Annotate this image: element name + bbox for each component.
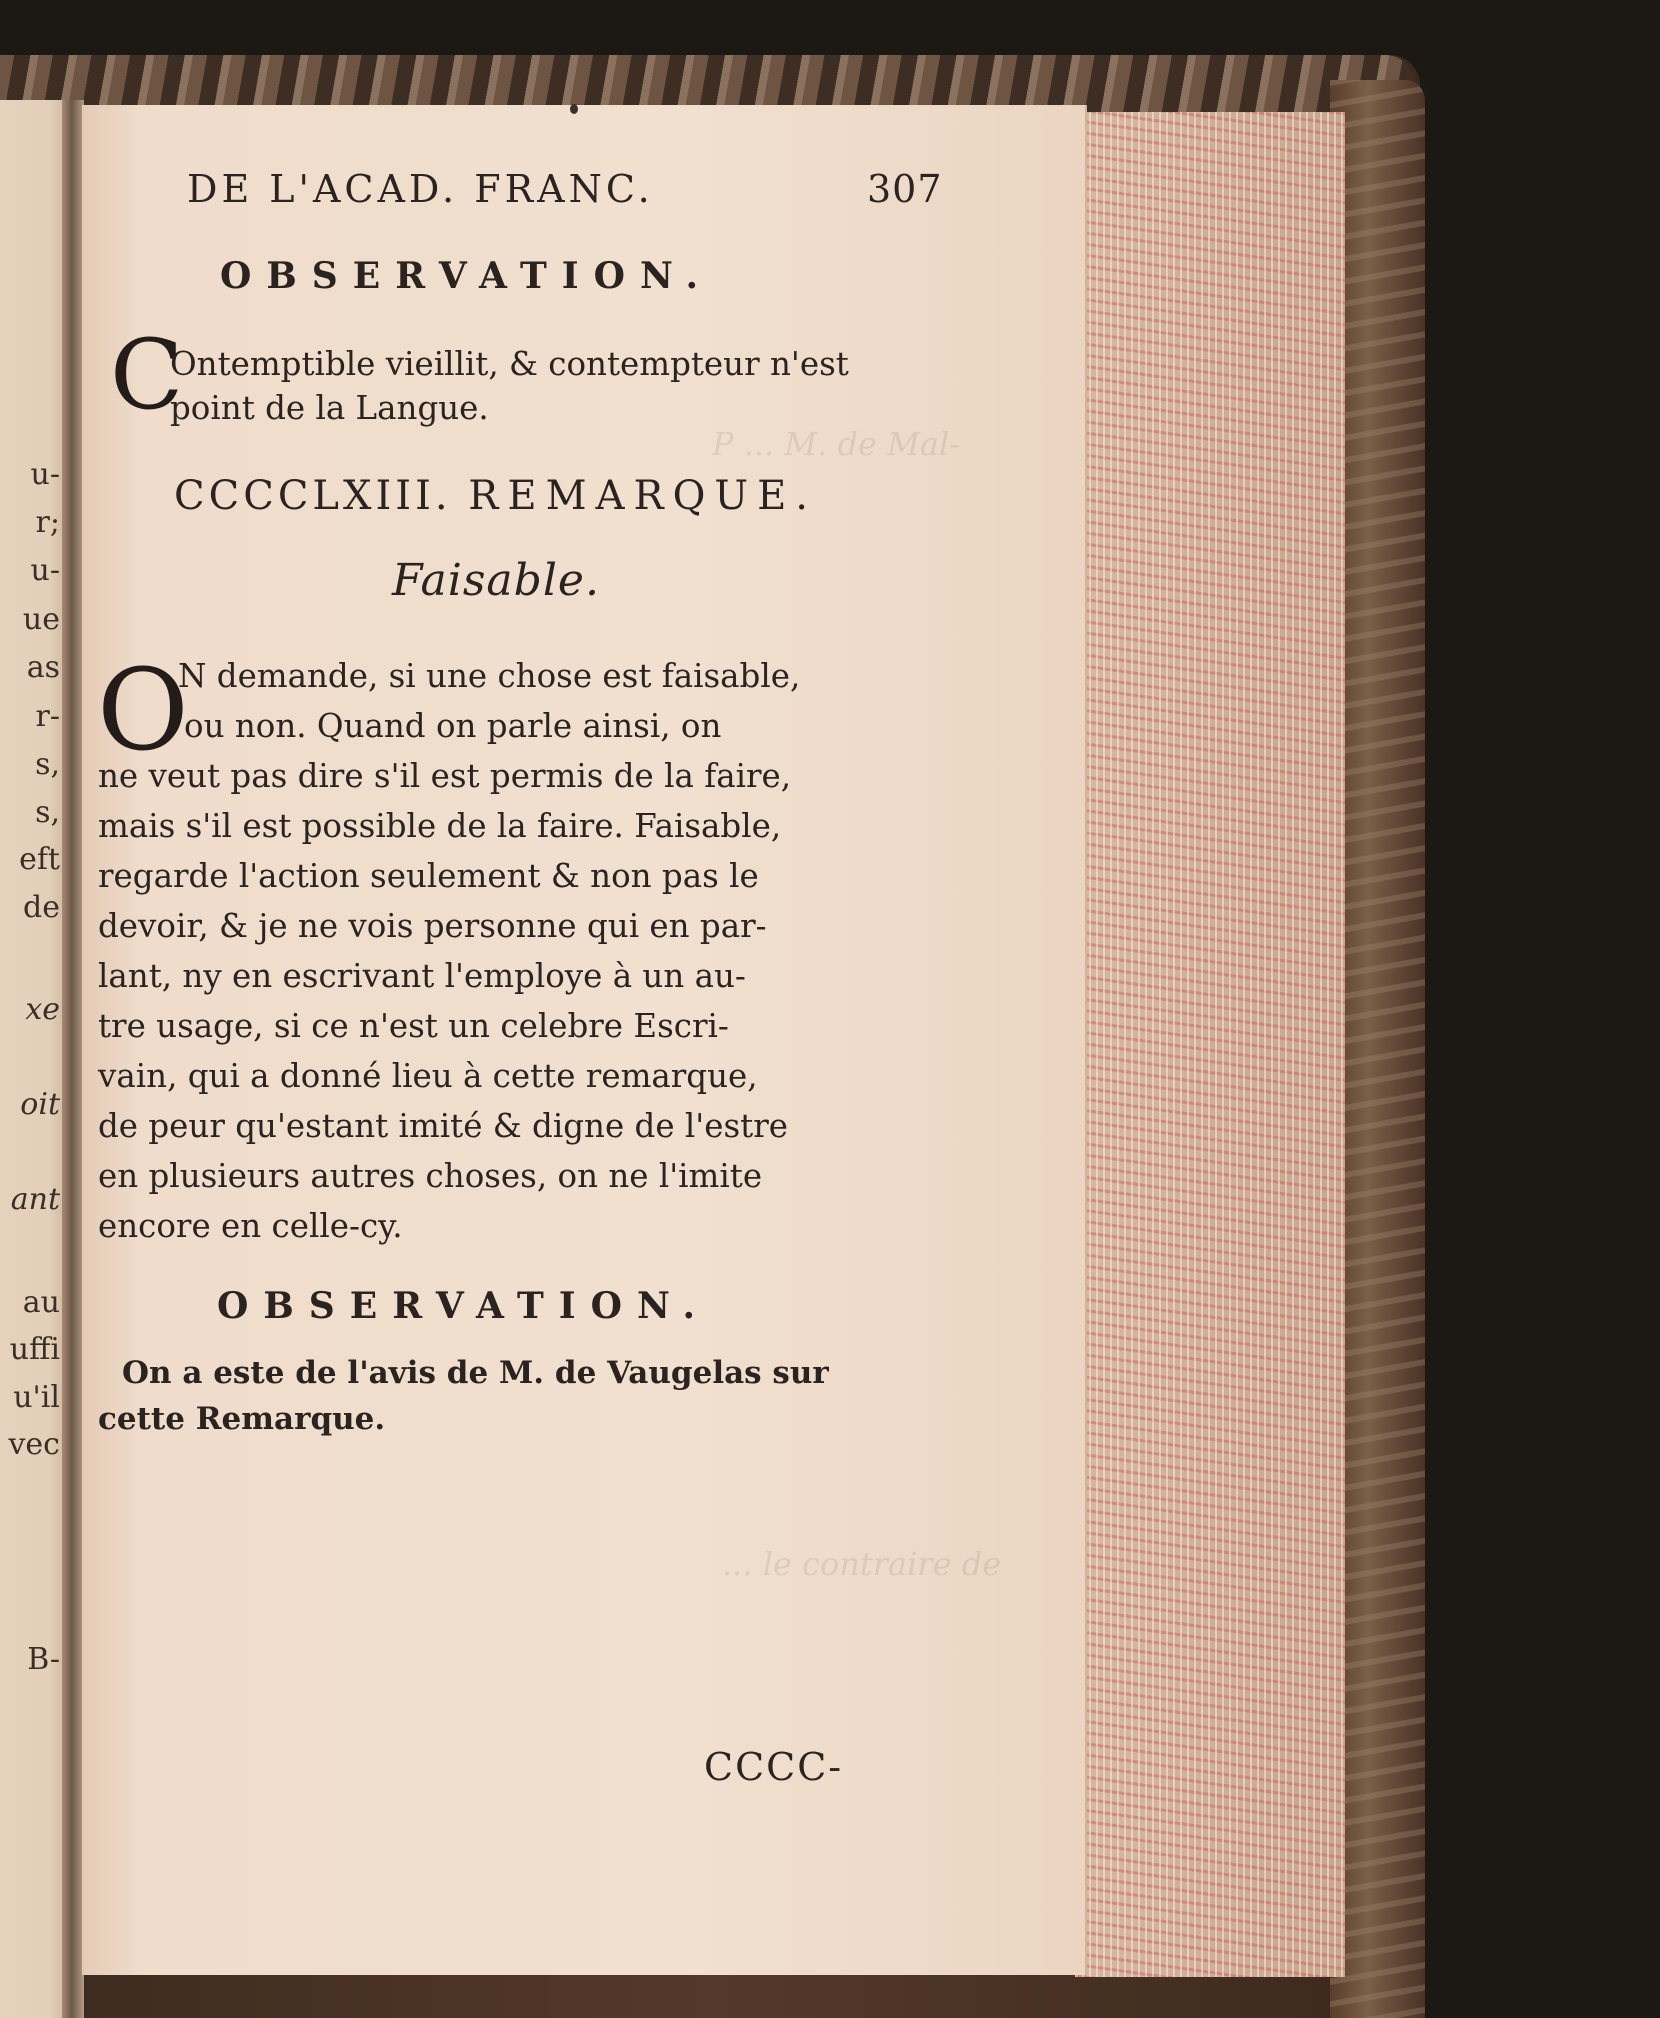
- recto-page: [82, 105, 1085, 1975]
- left-fragment: as: [26, 650, 60, 685]
- left-page: [0, 100, 70, 2018]
- left-fragment: oit: [20, 1087, 60, 1122]
- left-fragment: u-: [30, 553, 60, 588]
- text-line: Ontemptible vieillit, & contempteur n'est: [170, 345, 849, 383]
- left-fragment: s,: [35, 795, 60, 830]
- drop-cap-o: O: [97, 646, 189, 776]
- text-line: cette Remarque.: [98, 1401, 386, 1437]
- text-line: regarde l'action seulement & non pas le: [98, 857, 759, 895]
- text-line: de peur qu'estant imité & digne de l'estre: [98, 1107, 788, 1145]
- running-head-title: DE L'ACAD. FRANC.: [187, 167, 654, 211]
- book-gutter: [62, 100, 84, 2018]
- text-line: encore en celle-cy.: [98, 1207, 403, 1245]
- remarque-label: REMARQUE.: [468, 473, 817, 519]
- left-fragment: B-: [27, 1642, 60, 1677]
- text-line: N demande, si une chose est faisable,: [178, 657, 801, 695]
- left-fragment: au: [22, 1285, 60, 1320]
- left-fragment: u'il: [13, 1380, 60, 1415]
- left-fragment: u-: [30, 457, 60, 492]
- show-through-text: ... le contraire de: [722, 1545, 1002, 1583]
- text-line: mais s'il est possible de la faire. Faisable,: [98, 807, 782, 845]
- page-block-fore-edge: [1075, 112, 1345, 1977]
- remarque-heading: [174, 473, 817, 519]
- text-line: vain, qui a donné lieu à cette remarque,: [98, 1057, 758, 1095]
- text-line: ne veut pas dire s'il est permis de la faire,: [98, 757, 792, 795]
- observation-heading: OBSERVATION.: [220, 255, 714, 297]
- left-fragment: de: [23, 890, 60, 925]
- left-fragment: eft: [19, 842, 60, 877]
- left-fragment: r-: [35, 699, 60, 734]
- left-fragment: r;: [35, 505, 60, 540]
- catchword: CCCC-: [704, 1745, 844, 1789]
- left-fragment: vec: [8, 1427, 60, 1462]
- left-fragment: ant: [10, 1182, 60, 1217]
- text-line: tre usage, si ce n'est un celebre Escri-: [98, 1007, 729, 1045]
- text-line: devoir, & je ne vois personne qui en par-: [98, 907, 767, 945]
- text-line: point de la Langue.: [170, 389, 489, 427]
- left-fragment: ue: [22, 602, 60, 637]
- ornament-dot: [570, 104, 578, 114]
- remarque-subject: Faisable.: [392, 555, 600, 606]
- text-line: ou non. Quand on parle ainsi, on: [184, 707, 722, 745]
- left-fragment: s,: [35, 747, 60, 782]
- remarque-number: CCCCLXIII.: [174, 473, 452, 519]
- text-line: lant, ny en escrivant l'employe à un au-: [98, 957, 746, 995]
- left-fragment: uffi: [9, 1332, 60, 1367]
- text-line: en plusieurs autres choses, on ne l'imite: [98, 1157, 763, 1195]
- left-page-text: [0, 100, 70, 2018]
- show-through-text: P ... M. de Mal-: [712, 425, 960, 463]
- text-line: On a este de l'avis de M. de Vaugelas sur: [122, 1355, 829, 1391]
- observation-heading-2: OBSERVATION.: [217, 1285, 711, 1327]
- drop-cap-c: C: [110, 319, 184, 431]
- page-number: 307: [867, 167, 943, 211]
- left-fragment: xe: [25, 992, 60, 1027]
